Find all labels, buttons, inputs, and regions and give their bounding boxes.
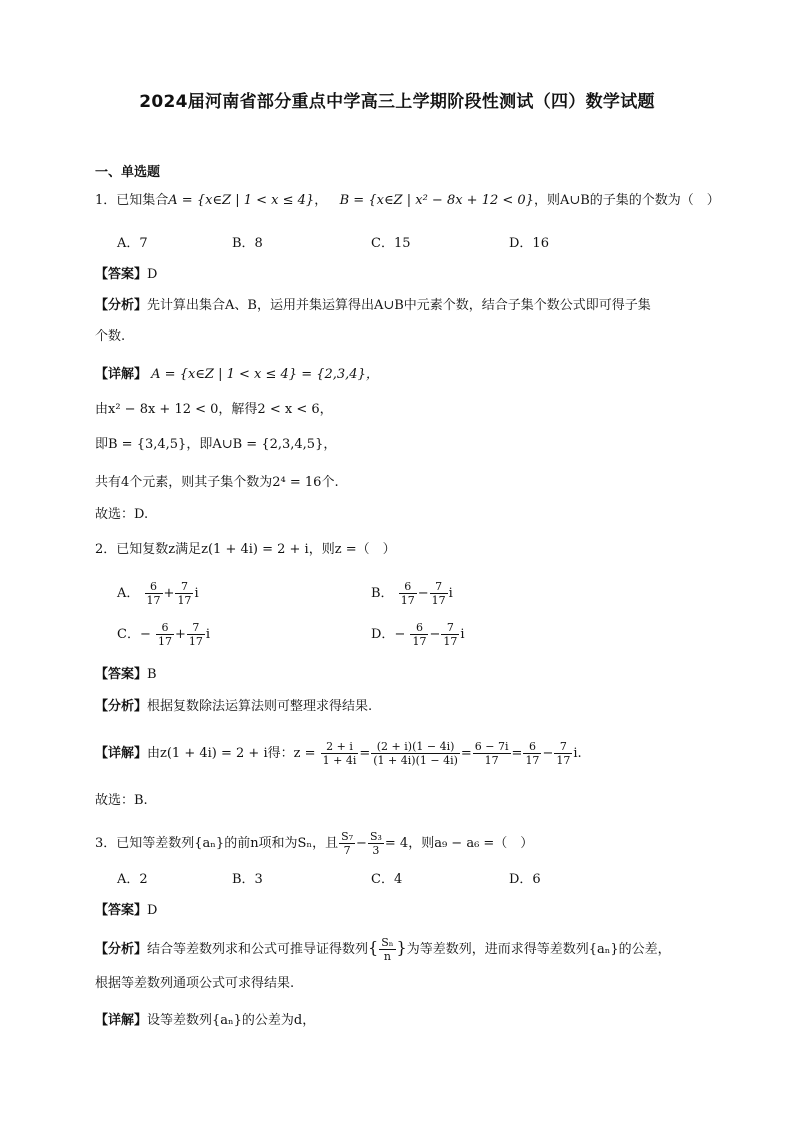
frac-den: 17 <box>412 635 427 648</box>
q3-option-a: A．2 <box>117 872 148 887</box>
frac-num: 7 <box>554 740 572 754</box>
q2-answer-value: B <box>147 667 157 682</box>
imag-unit: i <box>448 586 453 601</box>
frac-den: 7 <box>343 844 351 857</box>
q1-analysis-text: 先计算出集合A、B，运用并集运算得出A∪B中元素个数，结合子集个数公式即可得子集 <box>147 298 651 313</box>
frac-num: 6 <box>156 621 174 635</box>
q2-detail <box>95 740 582 767</box>
frac-num: S₇ <box>341 830 354 843</box>
detail-label: 【详解】 <box>95 746 148 761</box>
q1-conclusion: 故选：D. <box>95 507 149 522</box>
frac-den: 17 <box>443 635 458 648</box>
q1-option-d: D．16 <box>509 236 549 251</box>
op: − <box>542 746 554 761</box>
answer-label: 【答案】 <box>95 903 148 918</box>
q1-detail <box>95 366 379 384</box>
q3-option-b: B．3 <box>232 872 263 887</box>
q3-detail-text: 设等差数列{aₙ}的公差为d， <box>147 1013 316 1028</box>
fraction <box>371 740 460 767</box>
q2-analysis <box>95 698 372 716</box>
q3-stem <box>95 830 533 857</box>
op: + <box>163 586 175 601</box>
frac-den: 17 <box>158 635 172 648</box>
brace: { <box>368 938 379 957</box>
frac-den: 17 <box>177 594 192 607</box>
q2-opt-b-label: B． <box>371 586 394 601</box>
frac-den: 17 <box>188 635 203 648</box>
fraction <box>430 580 448 607</box>
op: − <box>429 627 441 642</box>
frac-num: 6 − 7i <box>474 740 509 753</box>
q2-option-b <box>371 580 453 607</box>
q1-sep: ， <box>314 193 328 208</box>
fraction <box>175 580 193 607</box>
q3-answer <box>95 902 157 920</box>
frac-num: Sₙ <box>381 936 394 949</box>
fraction <box>399 580 417 607</box>
frac-num: 6 <box>145 580 163 594</box>
frac-den: 17 <box>431 594 446 607</box>
frac-num: 6 <box>399 580 417 594</box>
op: = <box>511 746 523 761</box>
fraction <box>339 830 355 857</box>
detail-label: 【详解】 <box>95 367 148 382</box>
q1-answer <box>95 266 157 284</box>
op: + <box>175 627 186 642</box>
frac-den: 17 <box>556 754 571 767</box>
q1-stem <box>95 192 720 210</box>
q1-analysis-cont: 个数. <box>95 329 126 344</box>
brace: } <box>396 938 407 957</box>
frac-den: 17 <box>484 754 499 767</box>
q1-answer-value: D <box>147 267 158 282</box>
q1-option-a: A．7 <box>117 236 148 251</box>
section-heading: 一、单选题 <box>95 165 161 180</box>
frac-num: 6 <box>410 621 428 635</box>
fraction <box>554 740 572 767</box>
detail-label: 【详解】 <box>95 1013 148 1028</box>
q2-stem: 2．已知复数z满足z(1 + 4i) = 2 + i，则z =（ ） <box>95 542 396 557</box>
q3-analysis-a: 结合等差数列求和公式可推导证得数列 <box>147 942 369 957</box>
q1-detail-1: A = {x∈Z | 1 < x ≤ 4} = {2,3,4}， <box>151 367 379 382</box>
q2-answer <box>95 666 157 684</box>
fraction <box>410 621 428 648</box>
q2-option-a <box>117 580 199 607</box>
q2-opt-a-label: A． <box>117 586 140 601</box>
q1-detail-4: 共有4个元素，则其子集个数为2⁴ = 16个. <box>95 475 339 490</box>
q1-option-c: C．15 <box>371 236 411 251</box>
fraction <box>441 621 459 648</box>
q3-option-c: C．4 <box>371 872 403 887</box>
q2-opt-c-label: C． <box>117 627 140 642</box>
frac-num: 7 <box>187 621 205 635</box>
frac-num: (2 + i)(1 − 4i) <box>371 740 460 754</box>
fraction <box>145 580 163 607</box>
analysis-label: 【分析】 <box>95 942 148 957</box>
q1-stem-end: ，则A∪B的子集的个数为（ ） <box>533 193 720 208</box>
imag-unit: i <box>460 627 465 642</box>
frac-den: 17 <box>400 594 415 607</box>
frac-num: 7 <box>175 580 193 594</box>
q2-option-d <box>371 621 465 648</box>
fraction <box>379 936 395 963</box>
op: − <box>139 627 151 642</box>
fraction <box>321 740 359 767</box>
imag-unit: i <box>194 586 199 601</box>
frac-den: 17 <box>525 754 540 767</box>
frac-den: 1 + 4i <box>322 754 357 767</box>
detail-end: i. <box>573 746 582 761</box>
q1-set-b: B = {x∈Z | x² − 8x + 12 < 0} <box>339 193 534 208</box>
frac-den: 3 <box>372 844 380 857</box>
op: − <box>394 627 406 642</box>
q3-option-d: D．6 <box>509 872 541 887</box>
frac-num: S₃ <box>369 830 382 843</box>
frac-den: 17 <box>146 594 161 607</box>
q3-analysis <box>95 936 671 963</box>
op: − <box>356 836 367 851</box>
q3-detail <box>95 1012 315 1030</box>
q3-stem-start: 3．已知等差数列{aₙ}的前n项和为Sₙ，且 <box>95 836 339 851</box>
page-title: 2024届河南省部分重点中学高三上学期阶段性测试（四）数学试题 <box>139 92 655 112</box>
op: − <box>417 586 429 601</box>
frac-num: 2 + i <box>321 740 359 754</box>
analysis-label: 【分析】 <box>95 699 148 714</box>
frac-num: 7 <box>441 621 459 635</box>
q1-analysis <box>95 297 651 315</box>
op: = <box>359 746 371 761</box>
q3-analysis-cont: 根据等差数列通项公式可求得结果. <box>95 976 295 991</box>
q3-stem-end: = 4，则a₉ − a₆ =（ ） <box>384 836 534 851</box>
q1-number: 1．已知集合 <box>95 193 169 208</box>
q1-option-b: B．8 <box>232 236 263 251</box>
op: = <box>460 746 472 761</box>
q2-conclusion: 故选：B. <box>95 793 148 808</box>
fraction <box>156 621 174 648</box>
q2-analysis-text: 根据复数除法运算法则可整理求得结果. <box>147 699 373 714</box>
imag-unit: i <box>205 627 211 642</box>
fraction <box>368 830 384 857</box>
q3-analysis-b: 为等差数列，进而求得等差数列{aₙ}的公差， <box>406 942 671 957</box>
q3-answer-value: D <box>147 903 158 918</box>
fraction <box>187 621 205 648</box>
fraction <box>473 740 511 767</box>
q2-detail-lead: 由z(1 + 4i) = 2 + i得：z = <box>147 746 316 761</box>
q1-detail-2: 由x² − 8x + 12 < 0，解得2 < x < 6， <box>95 402 333 417</box>
frac-num: 7 <box>430 580 448 594</box>
q2-option-c <box>117 621 210 648</box>
frac-num: 6 <box>523 740 541 754</box>
q1-set-a: A = {x∈Z | 1 < x ≤ 4} <box>168 193 315 208</box>
frac-den: (1 + 4i)(1 − 4i) <box>373 754 458 767</box>
q1-detail-3: 即B = {3,4,5}，即A∪B = {2,3,4,5}， <box>95 437 337 452</box>
q2-opt-d-label: D． <box>371 627 395 642</box>
frac-den: n <box>383 950 391 963</box>
fraction <box>523 740 541 767</box>
answer-label: 【答案】 <box>95 267 148 282</box>
analysis-label: 【分析】 <box>95 298 148 313</box>
answer-label: 【答案】 <box>95 667 148 682</box>
